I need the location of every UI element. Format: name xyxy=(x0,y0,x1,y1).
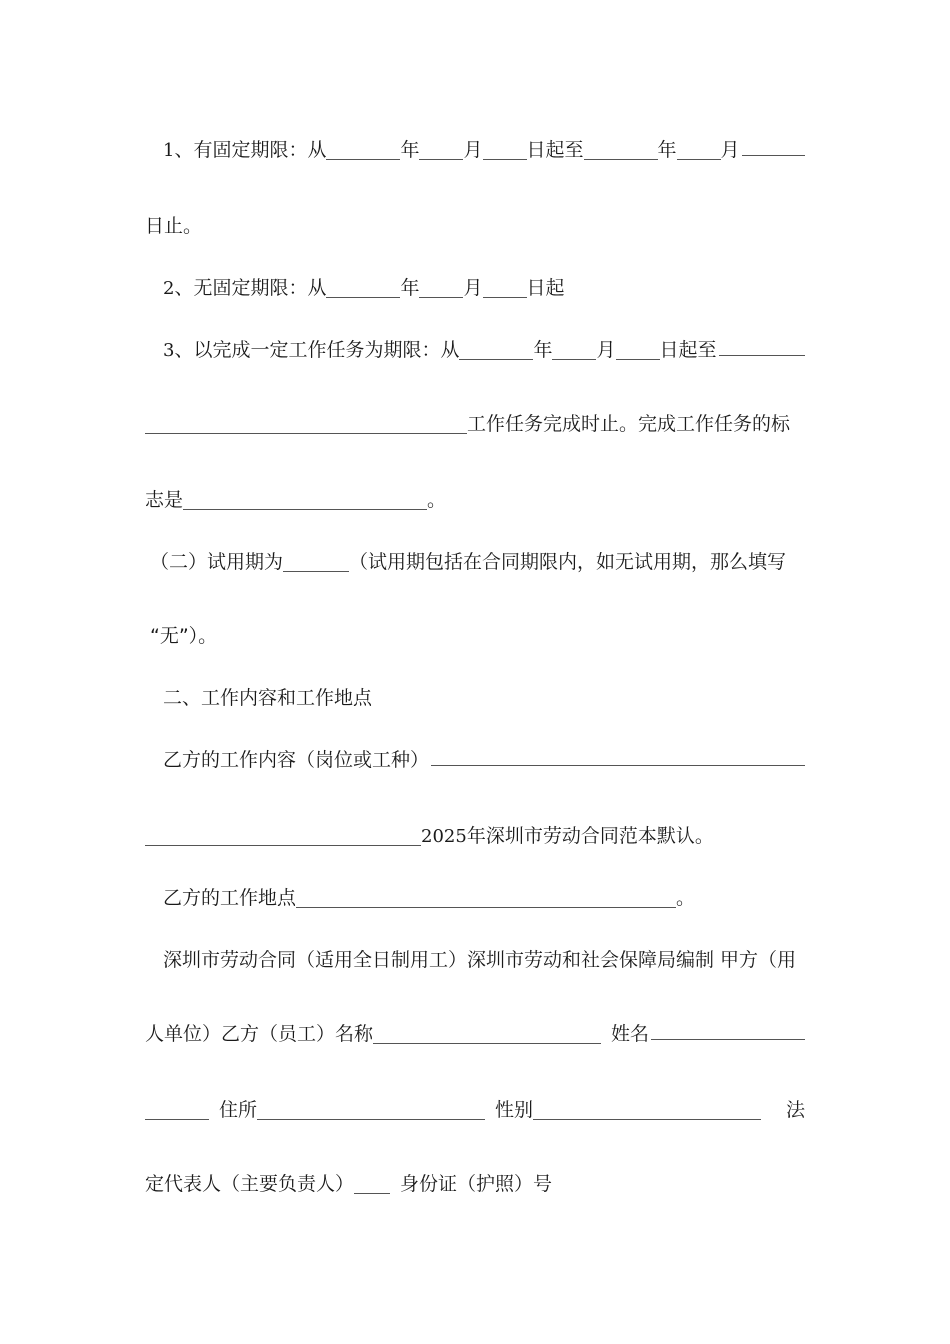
employee-name-label: 姓名 xyxy=(611,1023,650,1045)
term-fixed-label: 、有固定期限：从 xyxy=(174,139,327,161)
address-blank[interactable] xyxy=(257,1099,485,1120)
task-until-line xyxy=(145,408,805,440)
employer-name-label: 人单位）乙方（员工）名称 xyxy=(145,1023,374,1045)
open-year-blank[interactable] xyxy=(326,277,400,298)
work-content-tail: 年深圳市劳动合同范本默认。 xyxy=(466,825,714,847)
work-content-line xyxy=(163,744,805,776)
work-place-blank[interactable] xyxy=(296,887,676,908)
start-year-blank[interactable] xyxy=(326,139,400,160)
day-from-to-label: 日起至 xyxy=(526,139,584,161)
work-content-blank[interactable] xyxy=(431,745,805,766)
open-month-blank[interactable] xyxy=(419,277,463,298)
open-day-blank[interactable] xyxy=(483,277,527,298)
legal-rep-blank[interactable] xyxy=(354,1173,390,1194)
work-content-continued xyxy=(145,820,805,852)
probation-label: （二）试用期为 xyxy=(150,551,284,573)
period-mark: 。 xyxy=(427,489,447,511)
month-label: 月 xyxy=(463,277,483,299)
contract-title-line: 深圳市劳动合同（适用全日制用工）深圳市劳动和社会保障局编制 甲方（用 xyxy=(163,949,797,971)
legal-rep-label: 定代表人（主要负责人） xyxy=(145,1173,355,1195)
term-open-line xyxy=(163,272,805,304)
task-sign-label: 志是 xyxy=(145,489,184,511)
term-task-label: 、以完成一定工作任务为期限：从 xyxy=(174,339,460,361)
gender-blank[interactable] xyxy=(533,1099,761,1120)
year-label: 年 xyxy=(400,277,420,299)
work-place-line xyxy=(163,882,805,914)
party-line xyxy=(145,1018,805,1050)
work-content-blank-2[interactable] xyxy=(145,825,421,846)
legal-rep-label-start: 法 xyxy=(785,1099,805,1121)
task-description-blank[interactable] xyxy=(145,413,467,434)
start-month-blank[interactable] xyxy=(419,139,463,160)
probation-note: （试用期包括在合同期限内，如无试用期，那么填写 xyxy=(349,551,787,573)
period-mark: 。 xyxy=(676,887,696,909)
id-number-label: 身份证（护照）号 xyxy=(400,1173,553,1195)
term-fixed-line xyxy=(163,134,805,166)
year-label: 年 xyxy=(533,339,553,361)
day-from-label: 日起 xyxy=(526,277,565,299)
month-label: 月 xyxy=(596,339,616,361)
term-task-line xyxy=(163,334,805,366)
year-label: 年 xyxy=(657,139,677,161)
probation-note-end: “无”）。 xyxy=(150,625,218,647)
probation-blank[interactable] xyxy=(283,551,349,572)
year-label: 年 xyxy=(400,139,420,161)
task-until-text: 工作任务完成时止。完成工作任务的标 xyxy=(467,413,791,435)
gender-label: 性别 xyxy=(495,1099,534,1121)
day-from-to-label: 日起至 xyxy=(659,339,717,361)
address-line xyxy=(145,1094,805,1126)
task-sign-line xyxy=(145,484,805,516)
task-end-blank[interactable] xyxy=(719,335,805,356)
employer-name-blank[interactable] xyxy=(373,1023,601,1044)
end-month-blank[interactable] xyxy=(677,139,721,160)
end-day-blank[interactable] xyxy=(742,135,805,156)
task-sign-blank[interactable] xyxy=(183,489,427,510)
employee-name-blank-2[interactable] xyxy=(145,1099,209,1120)
work-content-label: 乙方的工作内容（岗位或工种） xyxy=(163,749,430,771)
item-number: 1 xyxy=(163,140,175,161)
year-number: 2025 xyxy=(421,826,467,847)
task-day-blank[interactable] xyxy=(616,339,660,360)
employee-name-blank[interactable] xyxy=(651,1019,805,1040)
probation-line xyxy=(150,546,805,578)
representative-line xyxy=(145,1168,805,1200)
month-label: 月 xyxy=(463,139,483,161)
item-number: 3 xyxy=(163,340,175,361)
section-heading: 二、工作内容和工作地点 xyxy=(163,687,373,709)
work-place-label: 乙方的工作地点 xyxy=(163,887,297,909)
start-day-blank[interactable] xyxy=(483,139,527,160)
item-number: 2 xyxy=(163,278,175,299)
task-month-blank[interactable] xyxy=(552,339,596,360)
term-open-label: 、无固定期限：从 xyxy=(174,277,327,299)
address-label: 住所 xyxy=(219,1099,258,1121)
end-year-blank[interactable] xyxy=(584,139,658,160)
month-label: 月 xyxy=(720,139,740,161)
term-fixed-end: 日止。 xyxy=(145,215,203,237)
task-year-blank[interactable] xyxy=(459,339,533,360)
